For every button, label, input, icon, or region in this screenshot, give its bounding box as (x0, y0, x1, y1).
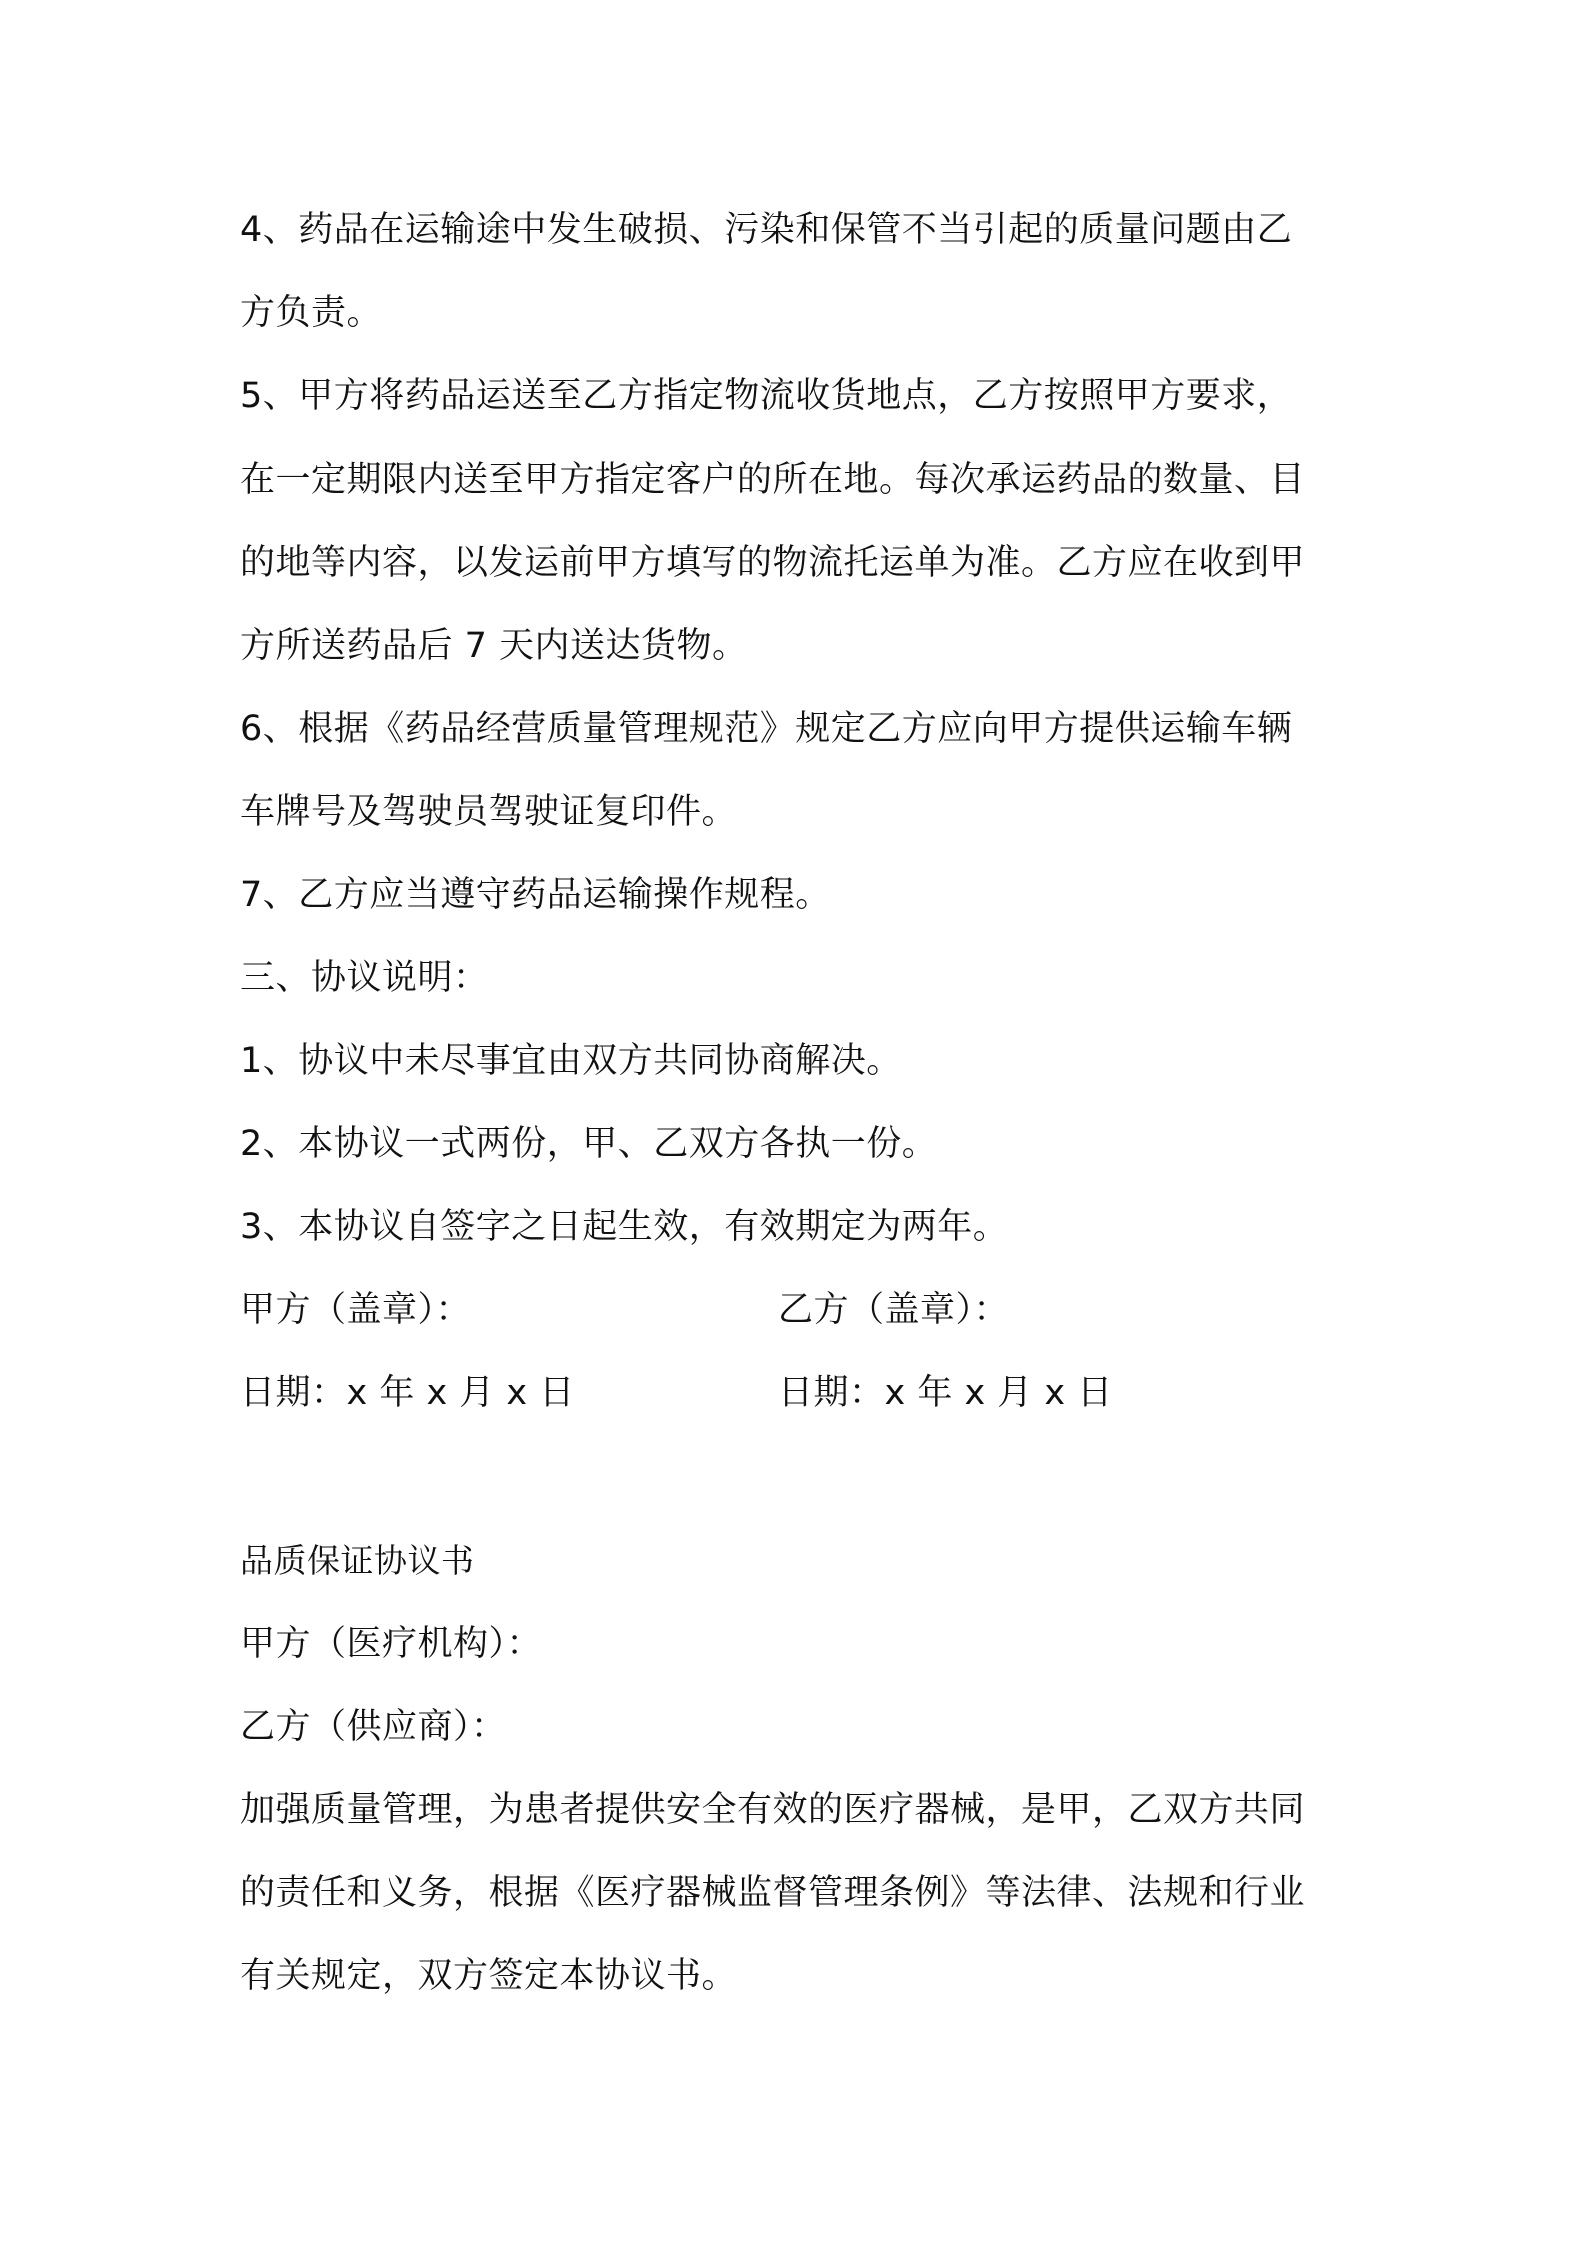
clause-6-line-1: 6、根据《药品经营质量管理规范》规定乙方应向甲方提供运输车辆 (240, 709, 1293, 749)
quality-party-a-label: 甲方（医疗机构）： (240, 1624, 543, 1664)
clause-6-line-2: 车牌号及驾驶员驾驶证复印件。 (240, 792, 738, 832)
note-3: 3、本协议自签字之日起生效，有效期定为两年。 (240, 1207, 1009, 1247)
party-a-seal-label: 甲方（盖章）： (240, 1290, 472, 1330)
clause-4-line-2: 方负责。 (240, 293, 383, 333)
note-1: 1、协议中未尽事宜由双方共同协商解决。 (240, 1041, 902, 1081)
quality-intro-line-2: 的责任和义务，根据《医疗器械监督管理条例》等法律、法规和行业 (240, 1873, 1306, 1913)
clause-5-line-4: 方所送药品后 7 天内送达货物。 (240, 626, 748, 666)
party-b-seal-label: 乙方（盖章）： (778, 1290, 1010, 1330)
party-a-date: 日期：x 年 x 月 x 日 (240, 1373, 575, 1413)
quality-agreement-title: 品质保证协议书 (240, 1541, 475, 1580)
clause-7: 7、乙方应当遵守药品运输操作规程。 (240, 875, 831, 915)
party-b-date: 日期：x 年 x 月 x 日 (778, 1373, 1113, 1413)
clause-5-line-2: 在一定期限内送至甲方指定客户的所在地。每次承运药品的数量、目 (240, 460, 1306, 500)
note-2: 2、本协议一式两份，甲、乙双方各执一份。 (240, 1124, 938, 1164)
section-3-heading: 三、协议说明： (240, 958, 489, 998)
clause-5-line-3: 的地等内容，以发运前甲方填写的物流托运单为准。乙方应在收到甲 (240, 543, 1306, 583)
quality-intro-line-1: 加强质量管理，为患者提供安全有效的医疗器械，是甲，乙双方共同 (240, 1790, 1306, 1830)
quality-party-b-label: 乙方（供应商）： (240, 1707, 507, 1747)
clause-5-line-1: 5、甲方将药品运送至乙方指定物流收货地点，乙方按照甲方要求， (240, 376, 1293, 416)
quality-intro-line-3: 有关规定，双方签定本协议书。 (240, 1956, 738, 1996)
clause-4-line-1: 4、药品在运输途中发生破损、污染和保管不当引起的质量问题由乙 (240, 210, 1293, 250)
